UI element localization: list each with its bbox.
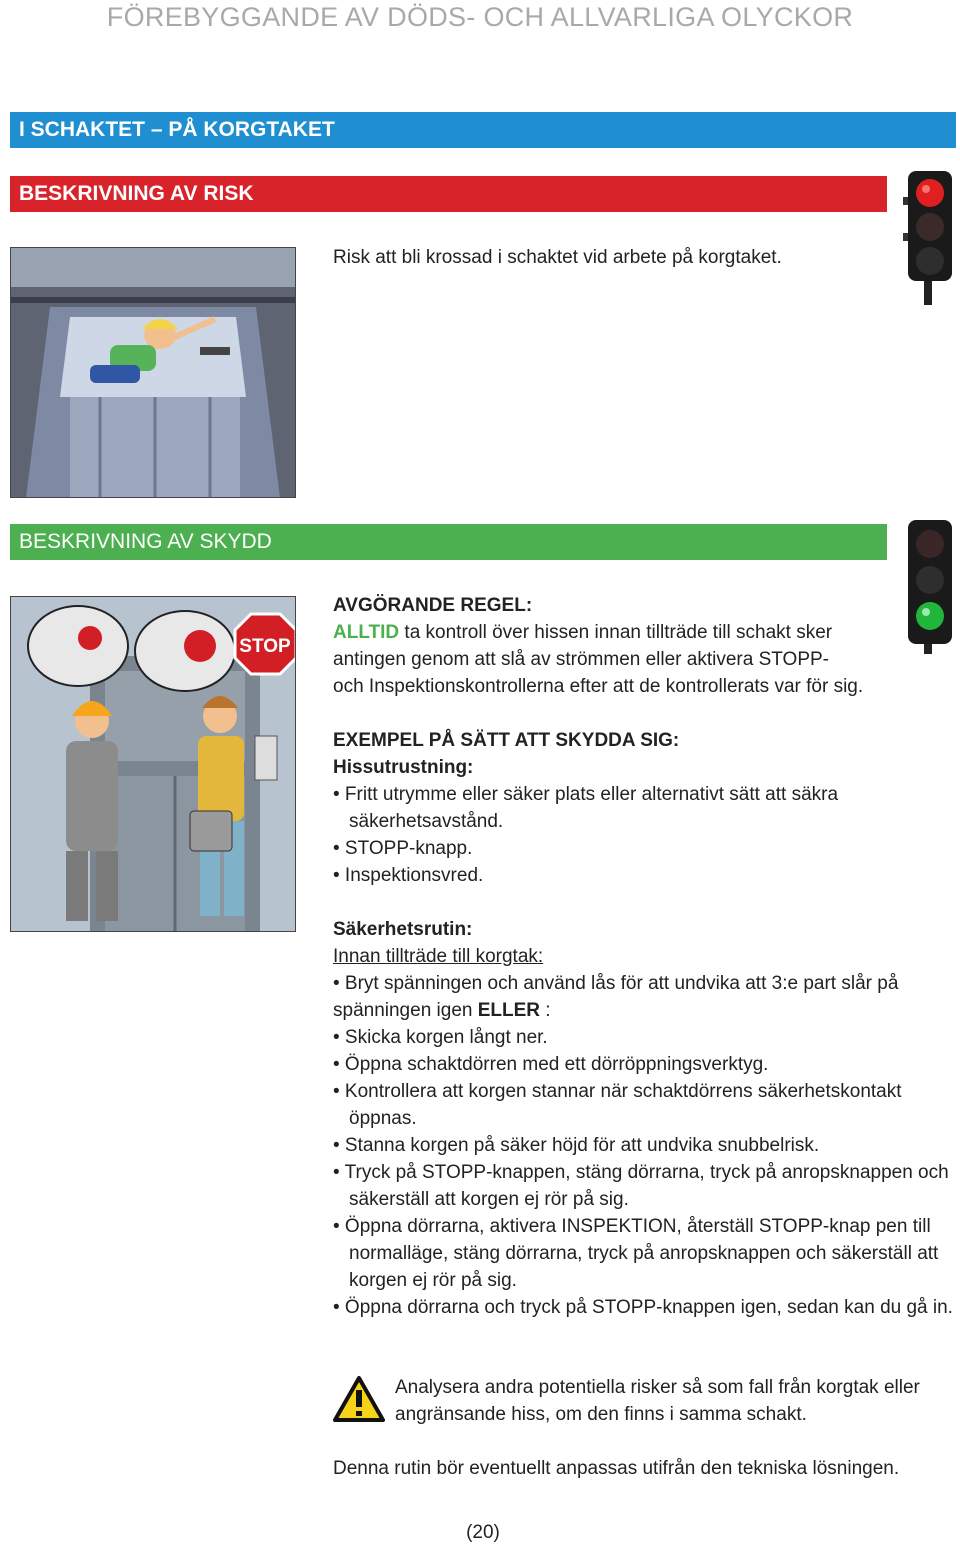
page-header-title: FÖREBYGGANDE AV DÖDS- OCH ALLVARLIGA OLYCKOR — [106, 2, 854, 32]
worker-on-car-roof-illustration — [10, 247, 296, 498]
list-item: • Kontrollera att korgen stannar när schaktdörrens säkerhetskontakt öppnas. — [333, 1081, 902, 1129]
page-number: (20) — [466, 1522, 500, 1543]
routine-first-end: : — [540, 1000, 551, 1021]
decisive-rule-line-1-text: ta kontroll över hissen innan tillträde till schakt sker — [399, 622, 833, 643]
decisive-rule-line-2: antingen genom att slå av strömmen eller aktivera STOPP- — [333, 649, 829, 670]
stop-sign-text: STOP — [239, 636, 291, 657]
risk-description: Risk att bli krossad i schaktet vid arbete på korgtaket. — [333, 247, 782, 268]
list-item: • Fritt utrymme eller säker plats eller alternativt sätt att säkra säkerhetsavstånd. — [333, 784, 839, 832]
decisive-rule-heading: AVGÖRANDE REGEL: — [333, 595, 533, 616]
warning-icon — [333, 1376, 385, 1422]
protection-section-title: BESKRIVNING AV SKYDD — [10, 524, 887, 560]
traffic-light-red-icon — [898, 165, 958, 305]
examples-subheading: Hissutrustning: — [333, 757, 474, 778]
decisive-rule — [333, 592, 933, 700]
list-item: • Öppna schaktdörren med ett dörröppningsverktyg. — [333, 1054, 769, 1075]
decisive-rule-line-3: och Inspektionskontrollerna efter att de kontrollerats var för sig. — [333, 676, 864, 697]
list-item: • Inspektionsvred. — [333, 865, 484, 886]
adaptation-note: Denna rutin bör eventuellt anpassas utifrån den tekniska lösningen. — [333, 1458, 900, 1479]
list-item — [333, 970, 953, 1024]
routine-heading: Säkerhetsrutin: — [333, 919, 473, 940]
always-keyword: ALLTID — [333, 622, 400, 643]
risk-section-title: BESKRIVNING AV RISK — [10, 176, 887, 212]
warning-text: Analysera andra potentiella risker så som fall från korgtak eller angränsande hiss, om den finns i samma schakt. — [395, 1377, 920, 1425]
section-title-shaft: I SCHAKTET – PÅ KORGTAKET — [10, 112, 956, 148]
list-item: • Öppna dörrarna, aktivera INSPEKTION, återställ STOPP-knap pen till normalläge, stäng dörrarna, tryck på anropsknappen och säkerställ att korgen ej rör på sig. — [333, 1216, 939, 1291]
routine-subheading: Innan tillträde till korgtak: — [333, 946, 544, 967]
protection-examples — [333, 727, 933, 889]
list-item: • Öppna dörrarna och tryck på STOPP-knappen igen, sedan kan du gå in. — [333, 1297, 953, 1318]
list-item: • Skicka korgen långt ner. — [333, 1027, 548, 1048]
list-item: • Tryck på STOPP-knappen, stäng dörrarna, tryck på anropsknappen och säkerställ att korgen ej rör på sig. — [333, 1162, 949, 1210]
decisive-rule-line-1 — [333, 619, 933, 646]
list-item: • STOPP-knapp. — [333, 838, 473, 859]
or-keyword: ELLER — [477, 1000, 541, 1021]
examples-heading: EXEMPEL PÅ SÄTT ATT SKYDDA SIG: — [333, 730, 680, 751]
safety-routine — [333, 916, 953, 1321]
routine-first-text: • Bryt spänningen och använd lås för att undvika att 3:e part slår på spänningen igen — [333, 973, 899, 1021]
list-item: • Stanna korgen på säker höjd för att undvika snubbelrisk. — [333, 1135, 820, 1156]
workers-stop-button-illustration — [10, 596, 296, 932]
